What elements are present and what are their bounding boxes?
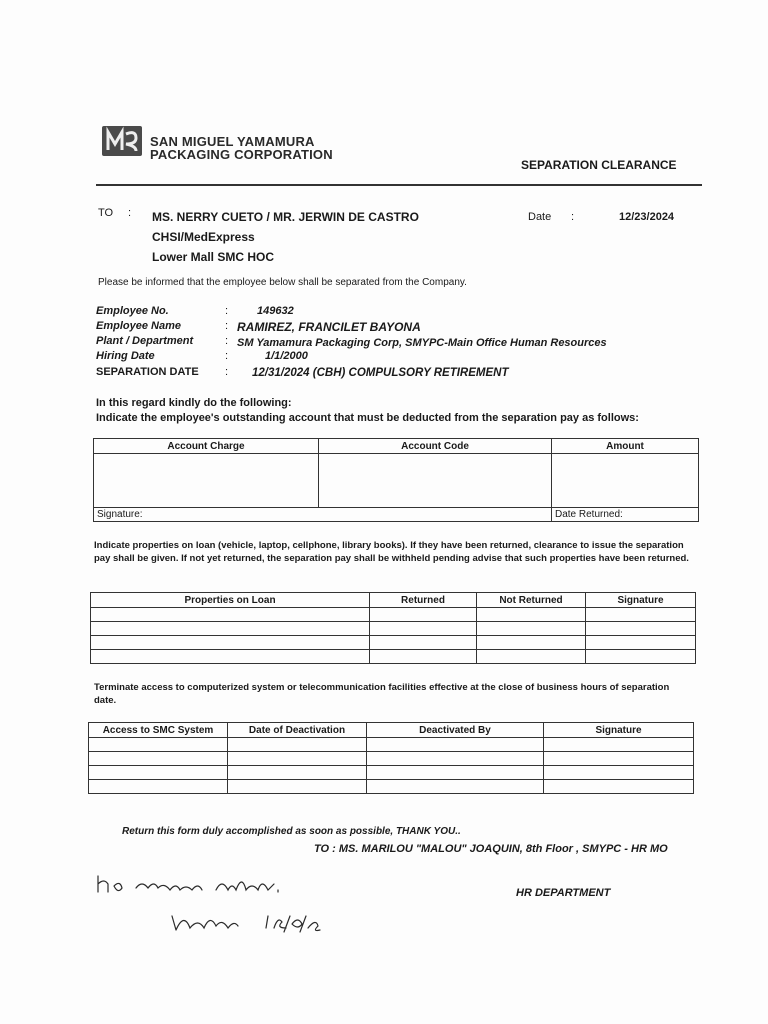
deactivation-date-header: Date of Deactivation: [228, 723, 367, 738]
table-cell[interactable]: [370, 636, 477, 650]
table-cell[interactable]: [228, 752, 367, 766]
terminate-access-instructions: Terminate access to computerized system or telecommunication facilities effective at the close of business hours of separation date.: [94, 682, 670, 706]
hiring-date-label: Hiring Date: [96, 350, 155, 362]
table-cell[interactable]: [544, 738, 694, 752]
access-table: [88, 722, 694, 794]
table-cell[interactable]: [91, 608, 370, 622]
amount-cell[interactable]: [552, 454, 699, 508]
handwritten-note: [92, 868, 332, 940]
table-row: [91, 636, 696, 650]
instructions-line1: In this regard kindly do the following:: [96, 397, 292, 409]
department-colon: :: [225, 335, 229, 347]
table-cell[interactable]: [544, 780, 694, 794]
addressee-line3: Lower Mall SMC HOC: [152, 250, 275, 264]
table-cell[interactable]: [477, 608, 586, 622]
table-cell[interactable]: [89, 738, 228, 752]
deactivated-by-header: Deactivated By: [367, 723, 544, 738]
employee-no-value: 149632: [257, 305, 294, 317]
employee-name-value: RAMIREZ, FRANCILET BAYONA: [237, 320, 421, 334]
table-cell[interactable]: [477, 650, 586, 664]
instructions-line2: Indicate the employee's outstanding account that must be deducted from the separation pay as follows:: [96, 412, 639, 424]
table-cell[interactable]: [228, 766, 367, 780]
account-table: [93, 438, 699, 522]
company-name-line2: PACKAGING CORPORATION: [150, 147, 333, 162]
table-row: [91, 622, 696, 636]
table-cell[interactable]: [544, 766, 694, 780]
table-cell[interactable]: [228, 738, 367, 752]
table-cell[interactable]: [586, 608, 696, 622]
employee-name-colon: :: [225, 320, 229, 332]
properties-instructions: Indicate properties on loan (vehicle, laptop, cellphone, library books). If they have been returned, clearance to issue the separation pay shall be given. If not yet returned, the separation pay shall be withheld pending advise that such properties have been returned.: [94, 540, 689, 564]
to-colon: :: [128, 207, 132, 219]
separation-notice: Please be informed that the employee below shall be separated from the Company.: [98, 277, 467, 288]
table-cell[interactable]: [477, 636, 586, 650]
separation-date-value: 12/31/2024 (CBH) COMPULSORY RETIREMENT: [252, 367, 509, 379]
addressee-block: [152, 207, 419, 267]
table-cell[interactable]: [586, 650, 696, 664]
date-colon: :: [571, 211, 575, 223]
account-charge-header: Account Charge: [94, 439, 319, 454]
properties-table: [90, 592, 696, 664]
header-divider: [96, 184, 702, 186]
table-row: [91, 650, 696, 664]
account-code-cell[interactable]: [319, 454, 552, 508]
access-system-header: Access to SMC System: [89, 723, 228, 738]
table-cell[interactable]: [370, 622, 477, 636]
employee-name-label: Employee Name: [96, 320, 181, 332]
table-cell[interactable]: [91, 650, 370, 664]
table-row: [89, 766, 694, 780]
table-row: [89, 780, 694, 794]
to-label: TO: [98, 207, 114, 219]
date-returned-label: Date Returned:: [552, 508, 699, 522]
separation-date-label: SEPARATION DATE: [96, 366, 199, 378]
table-cell[interactable]: [367, 738, 544, 752]
table-cell[interactable]: [367, 766, 544, 780]
table-cell[interactable]: [367, 752, 544, 766]
date-value: 12/23/2024: [619, 211, 675, 223]
access-signature-header: Signature: [544, 723, 694, 738]
table-cell[interactable]: [91, 636, 370, 650]
employee-no-label: Employee No.: [96, 305, 169, 317]
instructions: [96, 396, 639, 426]
table-row: [89, 752, 694, 766]
addressee-name: MS. NERRY CUETO / MR. JERWIN DE CASTRO: [152, 210, 419, 224]
separation-date-colon: :: [225, 366, 229, 378]
table-cell[interactable]: [89, 766, 228, 780]
company-name-line1: SAN MIGUEL YAMAMURA: [150, 134, 315, 149]
not-returned-header: Not Returned: [477, 593, 586, 608]
hr-department: HR DEPARTMENT: [516, 887, 611, 899]
table-cell[interactable]: [586, 636, 696, 650]
returned-header: Returned: [370, 593, 477, 608]
table-cell[interactable]: [370, 608, 477, 622]
addressee-line2: CHSI/MedExpress: [152, 230, 255, 244]
table-cell[interactable]: [89, 780, 228, 794]
hiring-date-value: 1/1/2000: [265, 350, 308, 362]
employee-no-colon: :: [225, 305, 229, 317]
table-cell[interactable]: [91, 622, 370, 636]
company-logo-icon: [100, 120, 144, 160]
department-value: SM Yamamura Packaging Corp, SMYPC-Main Office Human Resources: [237, 337, 607, 349]
table-cell[interactable]: [586, 622, 696, 636]
table-cell[interactable]: [89, 752, 228, 766]
table-cell[interactable]: [228, 780, 367, 794]
date-label: Date: [528, 211, 552, 223]
company-name: [150, 135, 333, 161]
account-signature-label: Signature:: [94, 508, 552, 522]
properties-header: Properties on Loan: [91, 593, 370, 608]
hiring-date-colon: :: [225, 350, 229, 362]
table-cell[interactable]: [370, 650, 477, 664]
document-title: SEPARATION CLEARANCE: [521, 158, 677, 172]
return-to: TO : MS. MARILOU "MALOU" JOAQUIN, 8th Floor , SMYPC - HR MO: [314, 843, 668, 855]
account-code-header: Account Code: [319, 439, 552, 454]
return-note: Return this form duly accomplished as soon as possible, THANK YOU..: [122, 826, 461, 837]
amount-header: Amount: [552, 439, 699, 454]
table-row: [89, 738, 694, 752]
table-cell[interactable]: [544, 752, 694, 766]
table-cell[interactable]: [477, 622, 586, 636]
table-row: [91, 608, 696, 622]
account-charge-cell[interactable]: [94, 454, 319, 508]
properties-signature-header: Signature: [586, 593, 696, 608]
department-label: Plant / Department: [96, 335, 194, 347]
table-cell[interactable]: [367, 780, 544, 794]
